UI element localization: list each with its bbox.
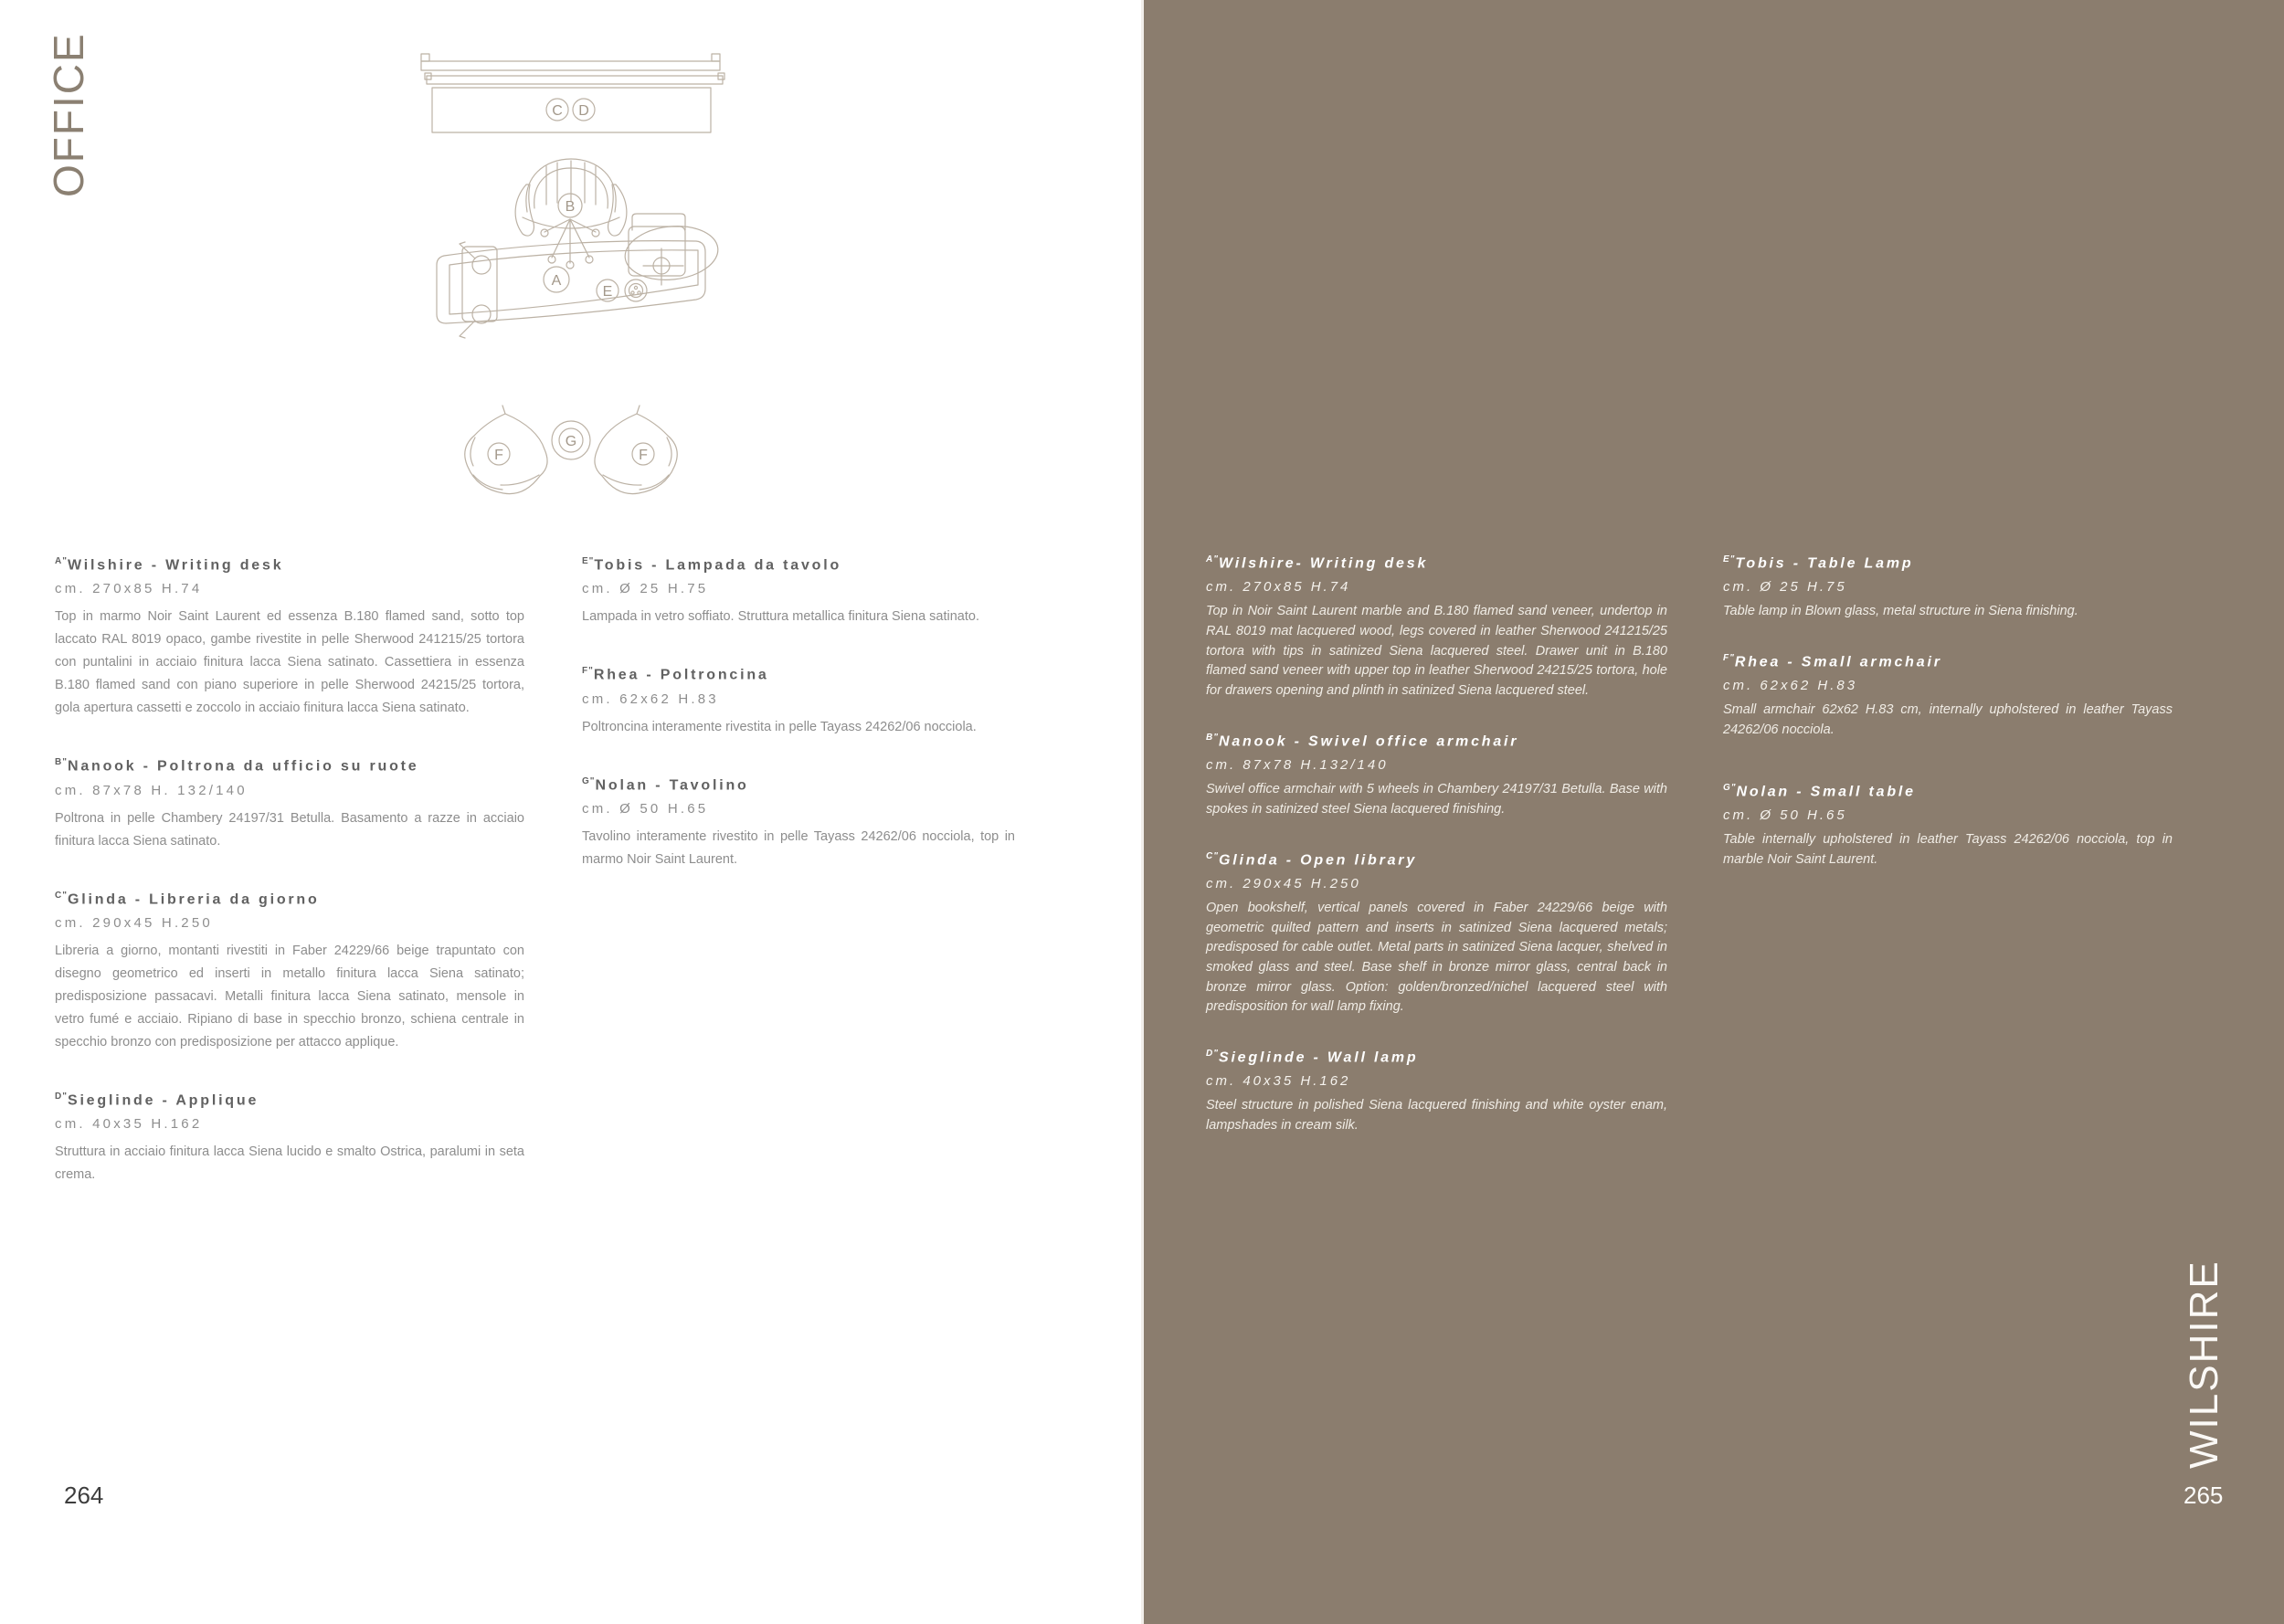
product-heading [55, 1088, 524, 1110]
armchair-right-outline [595, 414, 677, 494]
office-layout-diagram [411, 41, 767, 507]
product-description: Top in Noir Saint Laurent marble and B.180 flamed sand veneer, undertop in RAL 8019 mat lacquered wood, legs covered in leather Sherwood 241215/25 tortora with tips in satinized Siena lacquered steel. Drawer unit in B.180 flamed sand veneer with upper top in leather Sherwood 24215/25 tortora, hole for drawers opening and plinth in satinized Siena lacquered steel. [1206, 604, 1667, 699]
shelf-lower-bar [427, 76, 723, 84]
armchair-left-outline [465, 414, 547, 494]
product-section-wilshire-it [55, 553, 524, 720]
diagram-label-f2: F [639, 448, 648, 463]
library-body [432, 88, 711, 132]
chair-ribs [546, 161, 596, 205]
product-description: Lampada in vetro soffiato. Struttura metallica finitura Siena satinato. [582, 609, 979, 625]
product-marker: F" [1723, 653, 1735, 664]
product-dimensions: cm. Ø 25 H.75 [582, 581, 709, 597]
side-unit-bracket [632, 214, 685, 230]
product-name: Tobis - Lampada da tavolo [594, 557, 842, 574]
product-marker: G" [582, 775, 596, 786]
product-dimensions: cm. Ø 25 H.75 [1723, 579, 1847, 596]
product-name: Nanook - Poltrona da ufficio su ruote [67, 758, 419, 775]
desk-accessory-outer [625, 279, 647, 301]
product-heading [582, 773, 1015, 795]
product-name: Glinda - Open library [1218, 851, 1418, 868]
product-description: Struttura in acciaio finitura lacca Siena lucido e smalto Ostrica, paralumi in seta crema. [55, 1144, 524, 1183]
diagram-label-b: B [565, 199, 576, 215]
product-heading [55, 887, 524, 909]
product-name: Glinda - Libreria da giorno [67, 891, 320, 907]
product-dimensions: cm. 40x35 H.162 [1206, 1073, 1351, 1090]
product-dimensions: cm. Ø 50 H.65 [582, 800, 709, 817]
product-heading [1723, 649, 2173, 671]
product-section-sieglinde-en [1206, 1045, 1667, 1136]
chair-wheel [592, 229, 599, 237]
product-section-tobis-it [582, 553, 1015, 628]
product-dimensions: cm. 270x85 H.74 [55, 581, 203, 597]
product-heading [1206, 551, 1667, 573]
product-description: Poltroncina interamente rivestita in pelle Tayass 24262/06 nocciola. [582, 719, 977, 734]
product-dimensions: cm. 62x62 H.83 [1723, 678, 1858, 694]
left-page-column-1 [55, 553, 524, 1220]
product-description: Swivel office armchair with 5 wheels in Chambery 24197/31 Betulla. Base with spokes in satinized steel Siena lacquered finishing. [1206, 782, 1667, 817]
desk-accessory-dot [638, 291, 640, 294]
product-name: Nolan - Small table [1736, 784, 1916, 800]
product-marker: B" [1206, 732, 1219, 743]
product-description: Table internally upholstered in leather Tayass 24262/06 nocciola, top in marble Noir Saint Laurent. [1723, 832, 2173, 867]
product-heading [1206, 729, 1667, 751]
product-marker: A" [1206, 554, 1219, 564]
product-description: Table lamp in Blown glass, metal structure in Siena finishing. [1723, 604, 2078, 619]
product-marker: C" [55, 890, 68, 901]
shelf-end-cap [421, 54, 429, 61]
product-description: Libreria a giorno, montanti rivestiti in Faber 24229/66 beige trapuntato con disegno geometrico ed inserti in metallo finitura lacca Siena satinato; predisposizione passacavi. Metalli finitura lacca Siena satinato, mensole in vetro fumé e acciaio. Ripiano di base in specchio bronzo, schiena centrale in specchio bronzo con predisposizione per attacco applique. [55, 943, 524, 1049]
product-name: Tobis - Table Lamp [1735, 555, 1914, 572]
page-spine-divider [1141, 0, 1144, 1624]
shelf-end-cap [712, 54, 720, 61]
product-marker: E" [582, 556, 595, 566]
product-name: Sieglinde - Wall lamp [1218, 1049, 1419, 1066]
office-section-title: OFFICE [45, 32, 92, 197]
product-heading [1206, 848, 1667, 870]
product-dimensions: cm. 40x35 H.162 [55, 1116, 203, 1133]
product-heading [582, 553, 1015, 575]
diagram-label-c: C [552, 103, 563, 119]
desk-accessory-dot [631, 291, 634, 294]
product-description: Tavolino interamente rivestito in pelle Tayass 24262/06 nocciola, top in marmo Noir Saint Laurent. [582, 828, 1015, 867]
diagram-label-a: A [551, 273, 562, 289]
product-dimensions: cm. Ø 50 H.65 [1723, 807, 1847, 824]
product-name: Wilshire - Writing desk [67, 557, 284, 574]
diagram-label-e: E [602, 284, 613, 300]
product-marker: G" [1723, 782, 1737, 793]
product-name: Nanook - Swivel office armchair [1218, 733, 1519, 750]
product-marker: A" [55, 556, 68, 566]
product-marker: F" [582, 666, 594, 677]
left-page-column-2 [582, 553, 1015, 905]
product-section-wilshire-en [1206, 551, 1667, 701]
product-name: Rhea - Small armchair [1734, 654, 1942, 670]
product-dimensions: cm. 270x85 H.74 [1206, 579, 1351, 596]
shelf-top-bar [421, 61, 720, 70]
product-section-sieglinde-it [55, 1088, 524, 1186]
product-heading [582, 662, 1015, 684]
product-description: Open bookshelf, vertical panels covered in Faber 24229/66 beige with geometric quilted pattern and inserts in satinized Siena lacquered metals; predisposed for cable outlet. Metal parts in satinized Siena lacquer, shelved in smoked glass and steel. Base shelf in bronze mirror glass, central back in bronze mirror glass. Option: golden/bronzed/nichel lacquered steel with predisposition for wall lamp fixing. [1206, 900, 1667, 1015]
product-name: Sieglinde - Applique [67, 1092, 259, 1109]
product-marker: E" [1723, 554, 1736, 564]
side-unit [629, 227, 685, 276]
product-heading [1723, 551, 2173, 573]
product-dimensions: cm. 87x78 H. 132/140 [55, 782, 248, 798]
product-section-rhea-it [582, 662, 1015, 738]
product-dimensions: cm. 62x62 H.83 [582, 691, 719, 707]
product-marker: D" [55, 1091, 68, 1102]
chair-seat-edge [523, 217, 619, 228]
product-dimensions: cm. 290x45 H.250 [55, 914, 213, 931]
wilshire-collection-title: WILSHIRE [2182, 1260, 2226, 1469]
product-marker: C" [1206, 850, 1219, 861]
desk-leg-lever [460, 321, 475, 338]
desk-accessory-dot [634, 286, 637, 289]
product-description: Top in marmo Noir Saint Laurent ed essenza B.180 flamed sand, sotto top laccato RAL 8019 opaco, gambe rivestite in pelle Sherwood 241215/25 tortora con puntalini in acciaio finitura lacca Siena satinato. Cassettiera in essenza B.180 flamed sand con piano superiore in pelle Sherwood 24215/25 tortora, gola apertura cassetti e zoccolo in acciaio finitura lacca Siena satinato. [55, 609, 524, 716]
page-number-right: 265 [2184, 1482, 2224, 1509]
product-section-nanook-en [1206, 729, 1667, 820]
desk-drawer-unit [462, 247, 497, 322]
chair-armrest-left [515, 185, 534, 236]
diagram-label-g: G [565, 434, 577, 449]
product-dimensions: cm. 290x45 H.250 [1206, 875, 1361, 891]
product-description: Small armchair 62x62 H.83 cm, internally upholstered in leather Tayass 24262/06 nocciola. [1723, 702, 2173, 738]
diagram-label-d: D [578, 103, 589, 119]
right-page-column-1 [1206, 551, 1667, 1164]
right-page-column-2 [1723, 551, 2173, 898]
product-marker: D" [1206, 1049, 1219, 1060]
product-name: Wilshire- Writing desk [1218, 555, 1429, 572]
product-section-nolan-it [582, 773, 1015, 871]
product-dimensions: cm. 87x78 H.132/140 [1206, 757, 1389, 774]
product-section-rhea-en [1723, 649, 2173, 741]
product-section-tobis-en [1723, 551, 2173, 622]
chair-wheel [541, 229, 548, 237]
diagram-label-f1: F [494, 448, 503, 463]
page-number-left: 264 [64, 1482, 104, 1509]
product-heading [1206, 1045, 1667, 1067]
side-unit-oval [622, 222, 721, 284]
chair-base-spokes [545, 219, 596, 263]
product-marker: B" [55, 757, 68, 768]
product-section-nanook-it [55, 754, 524, 852]
product-section-glinda-en [1206, 848, 1667, 1018]
chair-armrest-right [608, 185, 627, 236]
product-heading [1723, 779, 2173, 801]
product-description: Poltrona in pelle Chambery 24197/31 Betulla. Basamento a razze in acciaio finitura lacca Siena satinato. [55, 810, 524, 849]
product-section-nolan-en [1723, 779, 2173, 870]
product-section-glinda-it [55, 887, 524, 1054]
product-name: Nolan - Tavolino [595, 776, 749, 793]
product-heading [55, 553, 524, 575]
product-name: Rhea - Poltroncina [593, 667, 769, 683]
product-heading [55, 754, 524, 775]
product-description: Steel structure in polished Siena lacquered finishing and white oyster enam, lampshades in cream silk. [1206, 1098, 1667, 1134]
